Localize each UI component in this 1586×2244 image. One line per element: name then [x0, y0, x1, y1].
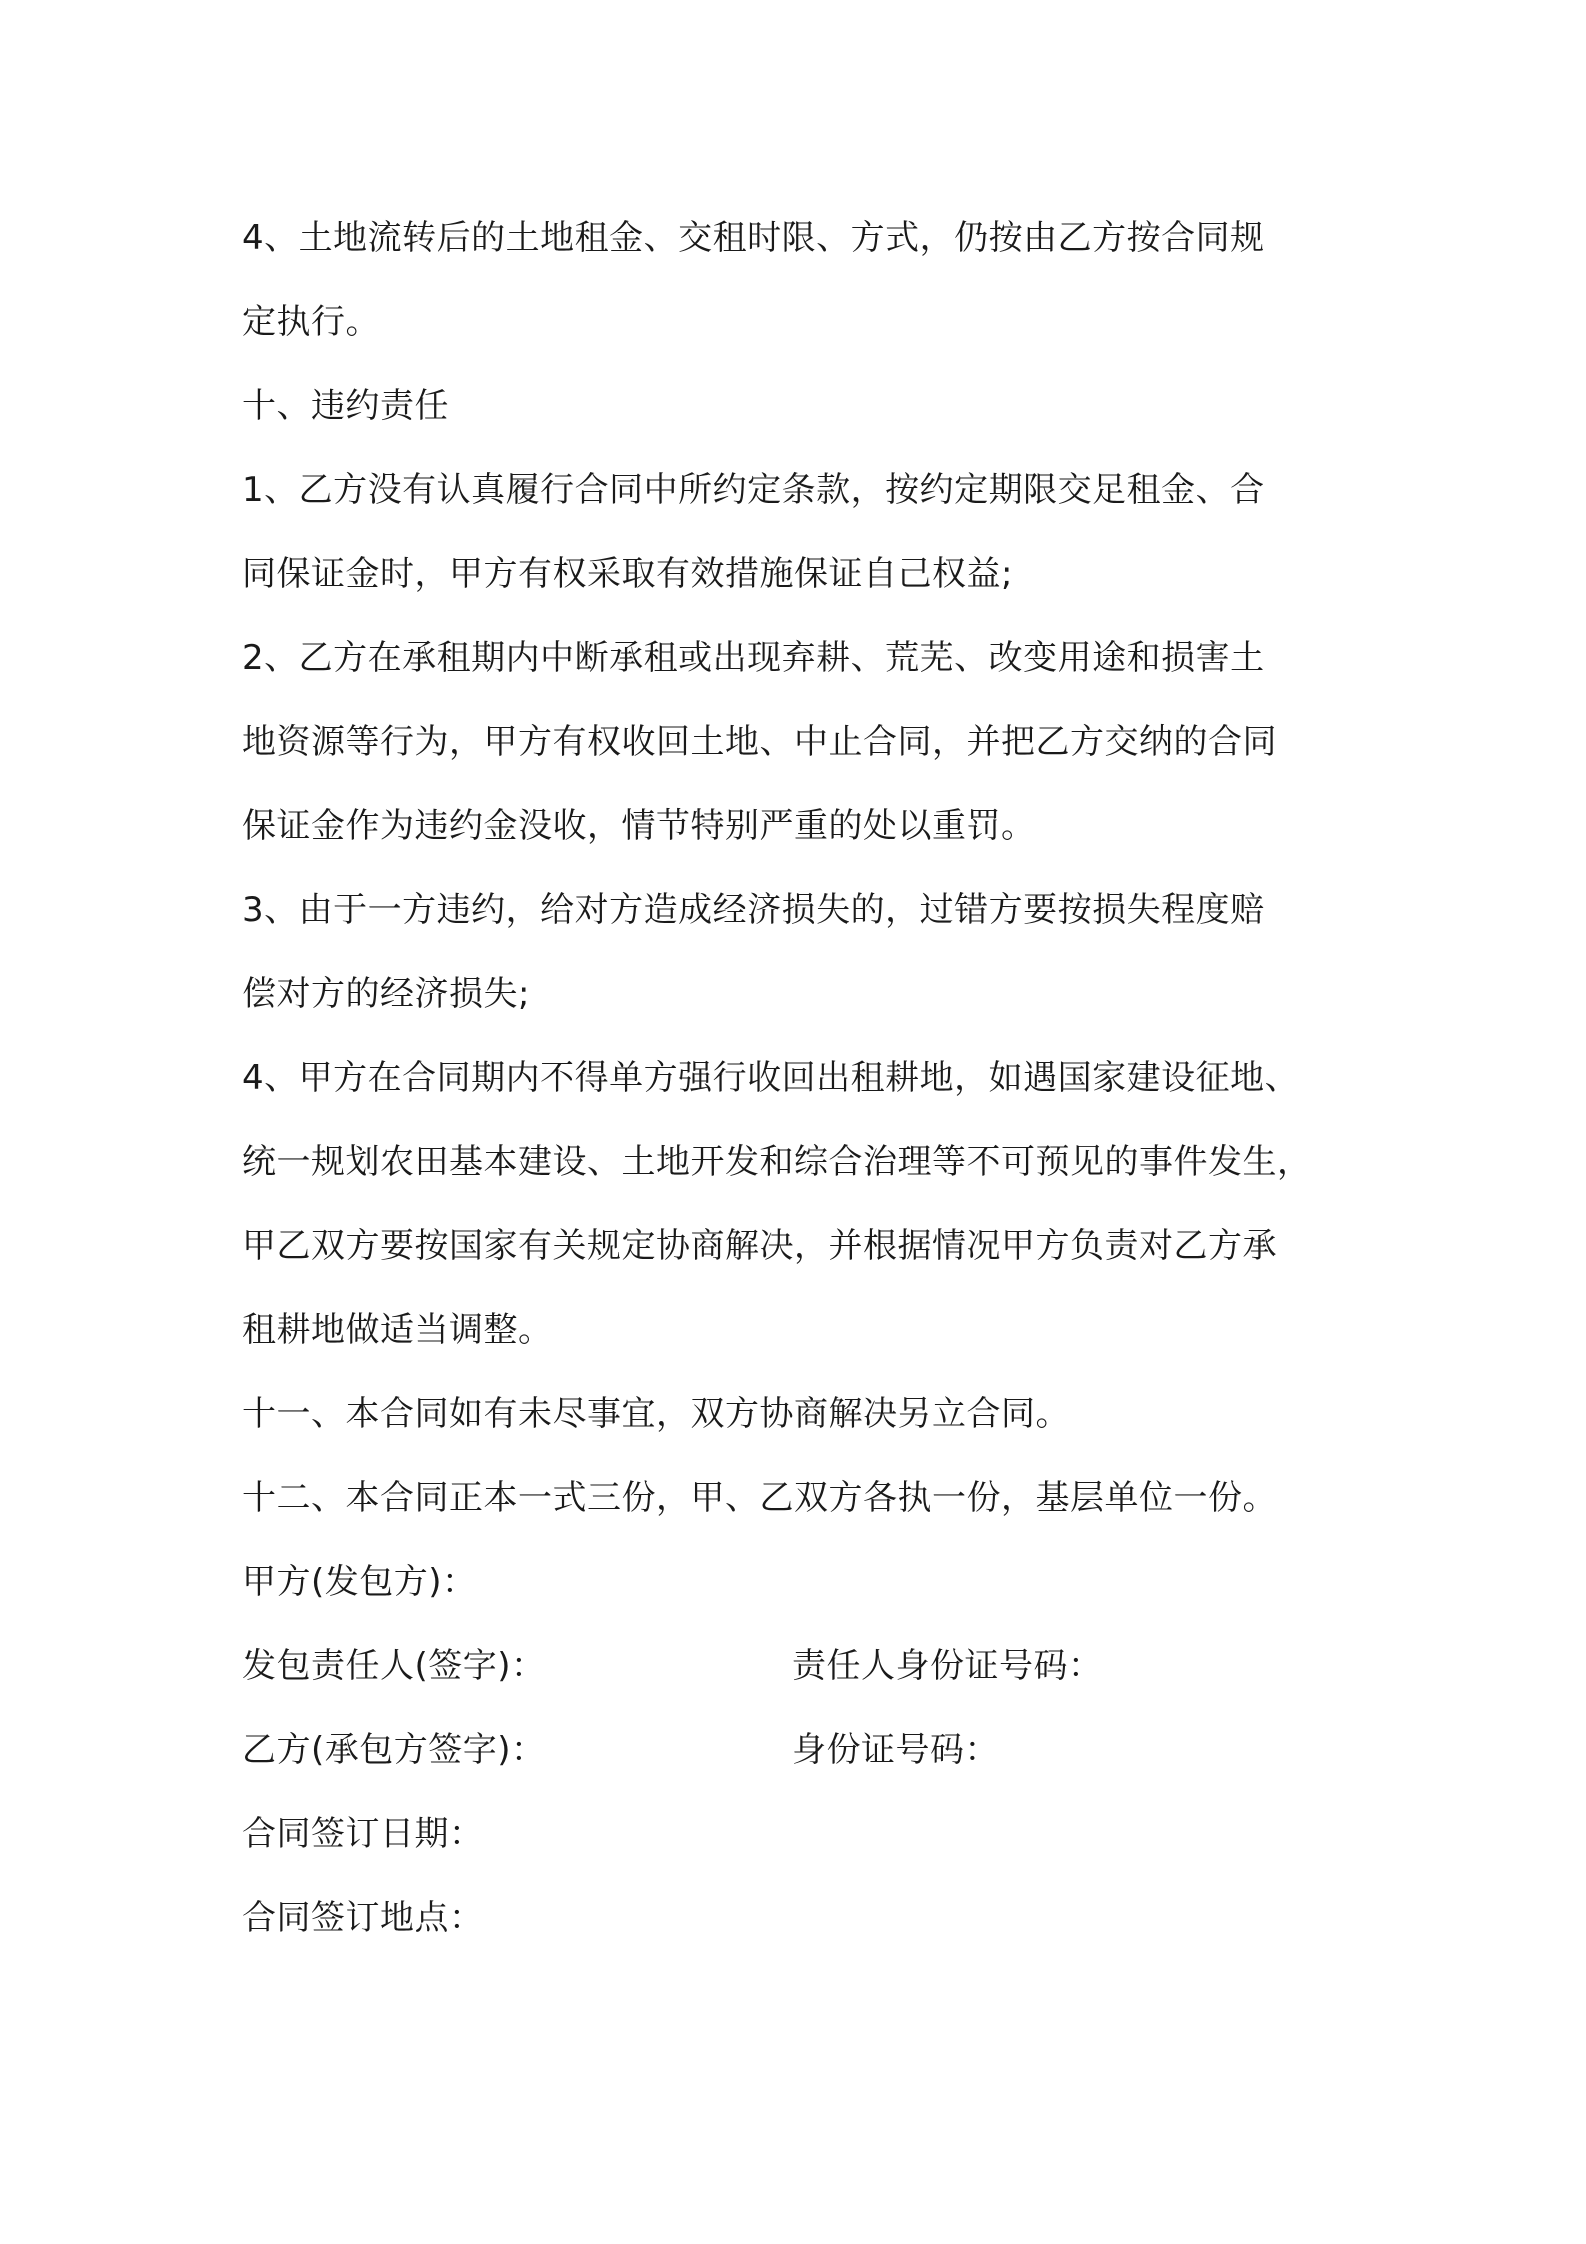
clause-9-4-line-2: 定执行。 — [242, 302, 380, 342]
clause-10-2-line-2: 地资源等行为，甲方有权收回土地、中止合同，并把乙方交纳的合同 — [242, 722, 1277, 762]
clause-10-4-line-2: 统一规划农田基本建设、土地开发和综合治理等不可预见的事件发生， — [242, 1142, 1312, 1182]
clause-9-4-line-1: 4、土地流转后的土地租金、交租时限、方式，仍按由乙方按合同规 — [242, 218, 1265, 258]
clause-10-2-line-1: 2、乙方在承租期内中断承租或出现弃耕、荒芜、改变用途和损害土 — [242, 638, 1265, 678]
responsible-person-row — [242, 1624, 1372, 1708]
clause-10-4-line-1: 4、甲方在合同期内不得单方强行收回出租耕地，如遇国家建设征地、 — [242, 1058, 1300, 1098]
party-a-label: 甲方(发包方)： — [242, 1562, 477, 1602]
responsible-person-id-label: 责任人身份证号码： — [792, 1646, 1103, 1686]
party-b-id-label: 身份证号码： — [792, 1730, 999, 1770]
clause-10-3-line-2: 偿对方的经济损失; — [242, 974, 530, 1014]
section-heading-breach-liability: 十、违约责任 — [242, 386, 449, 426]
sign-date-label: 合同签订日期： — [242, 1814, 484, 1854]
party-b-signature-label: 乙方(承包方签字)： — [242, 1730, 546, 1770]
clause-10-3-line-1: 3、由于一方违约，给对方造成经济损失的，过错方要按损失程度赔 — [242, 890, 1265, 930]
sign-place-label: 合同签订地点： — [242, 1898, 484, 1938]
responsible-person-signature-label: 发包责任人(签字)： — [242, 1646, 546, 1686]
clause-12: 十二、本合同正本一式三份，甲、乙双方各执一份，基层单位一份。 — [242, 1478, 1277, 1518]
clause-10-1-line-1: 1、乙方没有认真履行合同中所约定条款，按约定期限交足租金、合 — [242, 470, 1265, 510]
clause-10-2-line-3: 保证金作为违约金没收，情节特别严重的处以重罚。 — [242, 806, 1036, 846]
party-b-row — [242, 1708, 1372, 1792]
clause-10-1-line-2: 同保证金时，甲方有权采取有效措施保证自己权益; — [242, 554, 1013, 594]
clause-10-4-line-3: 甲乙双方要按国家有关规定协商解决，并根据情况甲方负责对乙方承 — [242, 1226, 1277, 1266]
clause-11: 十一、本合同如有未尽事宜，双方协商解决另立合同。 — [242, 1394, 1070, 1434]
contract-body — [242, 196, 1372, 1960]
clause-10-4-line-4: 租耕地做适当调整。 — [242, 1310, 553, 1350]
